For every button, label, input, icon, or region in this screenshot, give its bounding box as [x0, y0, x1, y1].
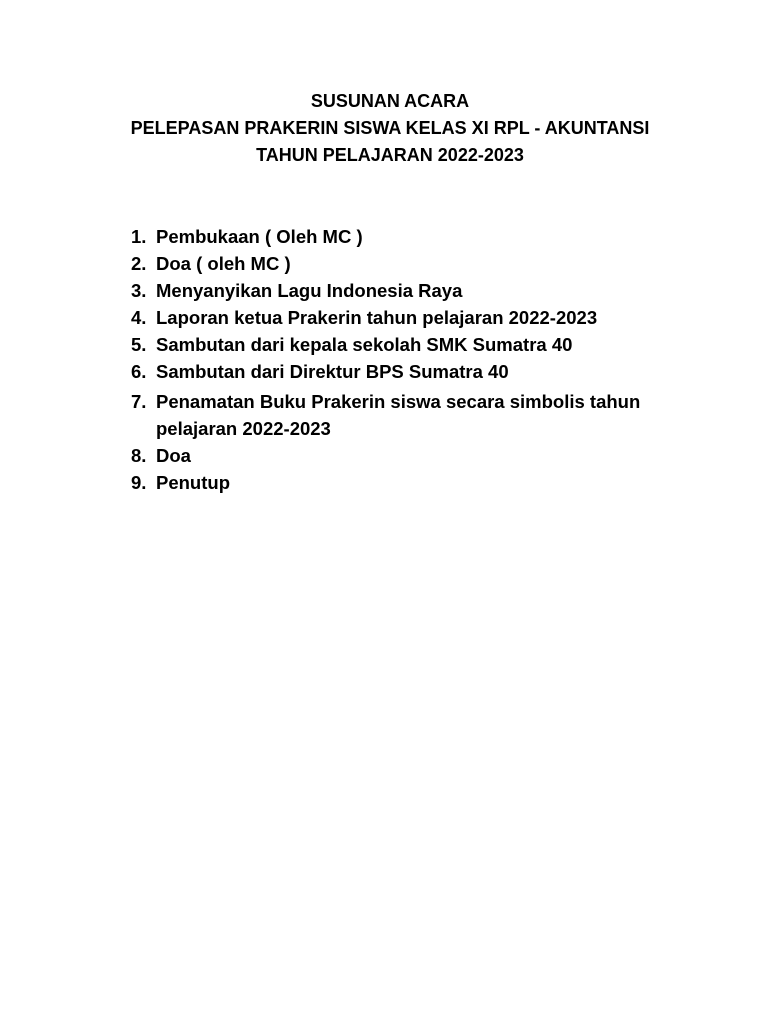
agenda-text: Sambutan dari kepala sekolah SMK Sumatra 40 [156, 334, 573, 355]
agenda-list [131, 223, 691, 496]
document-title [0, 88, 768, 169]
agenda-item [131, 442, 691, 469]
agenda-text: Sambutan dari Direktur BPS Sumatra 40 [156, 361, 509, 382]
agenda-item [131, 331, 691, 358]
agenda-text: Penutup [156, 472, 230, 493]
agenda-number: 2. [131, 253, 147, 274]
title-line-1: SUSUNAN ACARA [310, 91, 470, 111]
agenda-number: 5. [131, 334, 147, 355]
agenda-number: 4. [131, 307, 147, 328]
agenda-item [131, 469, 691, 496]
agenda-text: Laporan ketua Prakerin tahun pelajaran 2022-2023 [156, 307, 598, 328]
title-line-2: PELEPASAN PRAKERIN SISWA KELAS XI RPL - AKUNTANSI [130, 118, 650, 138]
agenda-text: Doa ( oleh MC ) [156, 253, 291, 274]
title-line-3: TAHUN PELAJARAN 2022-2023 [256, 145, 524, 165]
agenda-item [131, 250, 691, 277]
agenda-text: Menyanyikan Lagu Indonesia Raya [156, 280, 463, 301]
agenda-item [131, 304, 691, 331]
agenda-number: 9. [131, 472, 147, 493]
agenda-text: Pembukaan ( Oleh MC ) [156, 226, 363, 247]
agenda-item [131, 223, 691, 250]
agenda-number: 8. [131, 445, 147, 466]
agenda-text: Penamatan Buku Prakerin siswa secara simbolis tahun pelajaran 2022-2023 [156, 391, 641, 439]
agenda-number: 1. [131, 226, 147, 247]
agenda-item [131, 277, 691, 304]
agenda-text: Doa [156, 445, 191, 466]
agenda-item [131, 388, 691, 442]
agenda-number: 3. [131, 280, 147, 301]
agenda-number: 7. [131, 391, 147, 412]
agenda-item [131, 358, 691, 385]
agenda-number: 6. [131, 361, 147, 382]
